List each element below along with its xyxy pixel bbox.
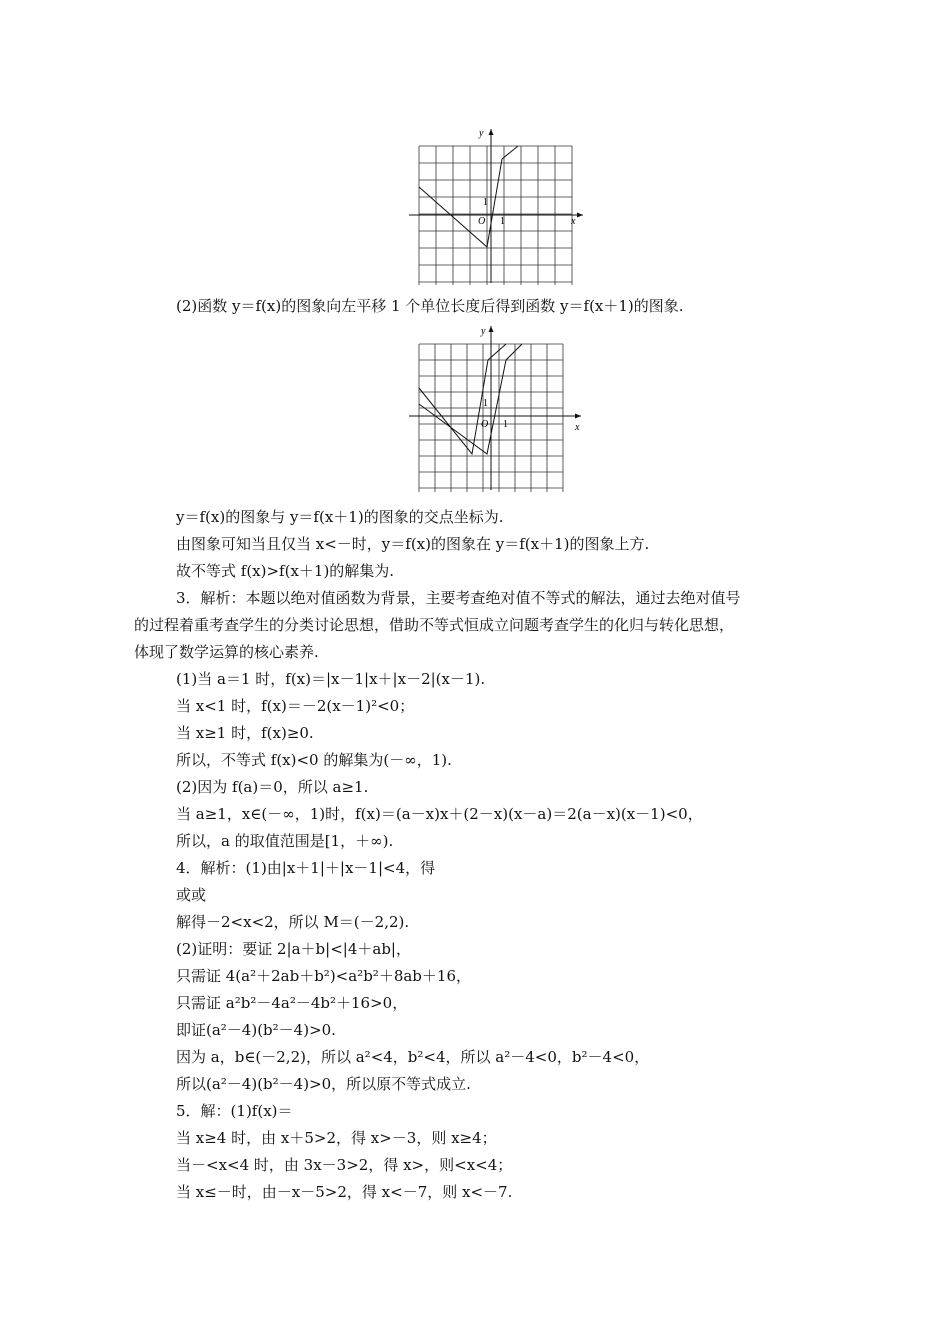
text-line: 因为 a，b∈(－2,2)，所以 a²<4，b²<4，所以 a²－4<0，b²－4<0， [176,1048,650,1066]
y-unit-label: 1 [483,398,488,409]
text-line: 只需证 4(a²＋2ab＋b²)<a²b²＋8ab＋16， [176,967,471,985]
y-axis-label: y [481,326,486,337]
text-line: 当 x<1 时，f(x)＝－2(x－1)²<0； [176,697,415,715]
text-line: 的过程着重考查学生的分类讨论思想，借助不等式恒成立问题考查学生的化归与转化思想， [134,616,735,634]
y-unit-label: 1 [483,197,488,208]
text-line: 或或 [176,886,207,904]
text-line: 当 x≤－时，由－x－5>2，得 x<－7，则 x<－7. [176,1183,513,1201]
text-line: 由图象可知当且仅当 x<－时，y＝f(x)的图象在 y＝f(x＋1)的图象上方. [176,535,650,553]
text-line: (1)当 a＝1 时，f(x)＝|x－1|x＋|x－2|(x－1). [176,670,486,688]
graph-figure-1 [405,125,585,285]
text-line: (2)证明：要证 2|a＋b|<|4＋ab|， [176,940,411,958]
text-line: 故不等式 f(x)>f(x＋1)的解集为. [176,562,395,580]
x-axis-label: x [571,216,576,227]
text-line: 所以，不等式 f(x)<0 的解集为(－∞，1). [176,751,452,769]
text-line: y＝f(x)的图象与 y＝f(x＋1)的图象的交点坐标为. [176,508,504,526]
text-line: 当－<x<4 时，由 3x－3>2，得 x>，则<x<4； [176,1156,513,1174]
text-line: 体现了数学运算的核心素养. [134,643,319,661]
function-graph-f-shifted [419,344,506,454]
function-graph-f [419,344,522,454]
x-axis-label: x [575,422,580,433]
origin-label: O [478,216,486,227]
text-line: (2)因为 f(a)＝0，所以 a≥1. [176,778,369,796]
text-line: 只需证 a²b²－4a²－4b²＋16>0， [176,994,408,1012]
text-line: 所以，a 的取值范围是[1，＋∞). [176,832,394,850]
x-axis-arrow [577,213,583,218]
text-line: 所以(a²－4)(b²－4)>0，所以原不等式成立. [176,1075,471,1093]
text-line: 5．解：(1)f(x)＝ [176,1102,293,1120]
x-unit-label: 1 [500,216,505,227]
text-line: 当 x≥4 时，由 x＋5>2，得 x>－3，则 x≥4； [176,1129,497,1147]
text-line: 当 a≥1，x∈(－∞，1)时，f(x)＝(a－x)x＋(2－x)(x－a)＝2(a－x)(x－1)<0， [176,805,703,823]
text-line: 3．解析：本题以绝对值函数为背景，主要考查绝对值不等式的解法，通过去绝对值号 [176,589,741,607]
text-line: 即证(a²－4)(b²－4)>0. [176,1021,336,1039]
text-line: 解得－2<x<2，所以 M＝(－2,2). [176,913,410,931]
graph-figure-2 [405,322,585,492]
x-unit-label: 1 [503,419,508,430]
text-line: 4．解析：(1)由|x＋1|＋|x－1|<4，得 [176,859,436,877]
x-axis-arrow [575,414,581,419]
origin-label: O [481,419,489,430]
text-line: 当 x≥1 时，f(x)≥0. [176,724,314,742]
y-axis-arrow [489,326,494,332]
y-axis-arrow [489,129,494,135]
y-axis-label: y [479,128,484,139]
function-graph-f [419,146,518,247]
text-line: (2)函数 y＝f(x)的图象向左平移 1 个单位长度后得到函数 y＝f(x＋1)的图象. [176,297,684,315]
